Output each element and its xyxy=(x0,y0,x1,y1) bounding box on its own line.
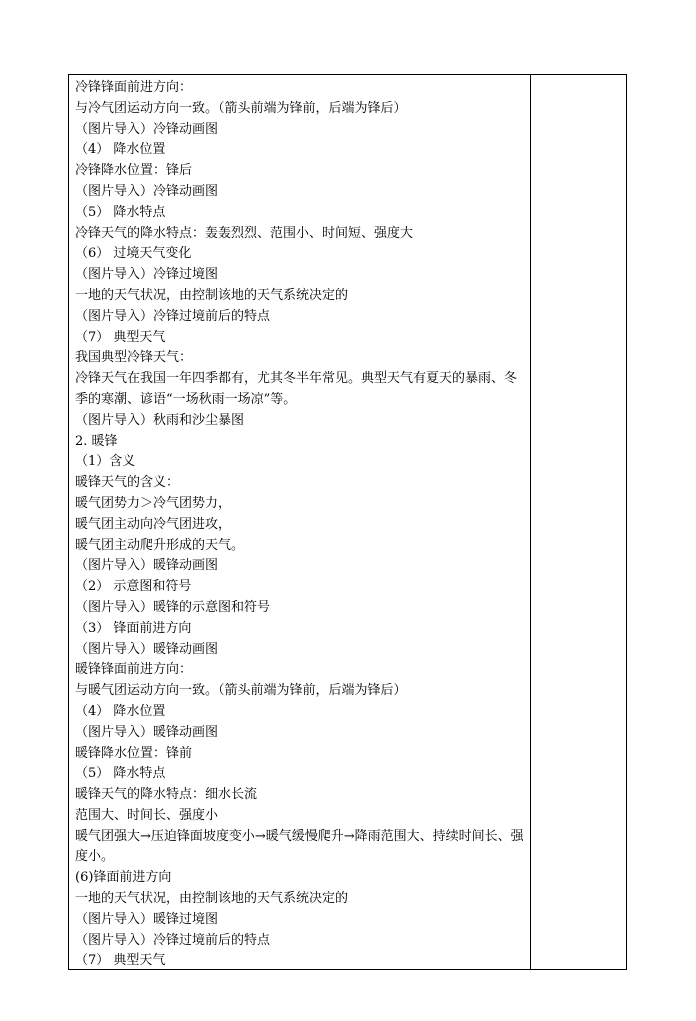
text-line: （5） 降水特点 xyxy=(75,204,166,220)
lesson-content-cell xyxy=(75,78,527,972)
text-line: （图片导入）冷锋过境前后的特点 xyxy=(75,932,271,948)
text-line: （图片导入）冷锋过境图 xyxy=(75,267,219,283)
text-line: （图片导入）暖锋动画图 xyxy=(75,724,219,740)
text-line: (6)锋面前进方向 xyxy=(75,870,172,886)
text-line: 暖锋降水位置：锋前 xyxy=(75,745,193,761)
text-line: （3） 锋面前进方向 xyxy=(75,620,192,636)
text-line: （6） 过境天气变化 xyxy=(75,246,192,262)
text-line: 一地的天气状况，由控制该地的天气系统决定的 xyxy=(75,287,349,303)
text-line: （4） 降水位置 xyxy=(75,142,166,158)
text-line: 我国典型冷锋天气： xyxy=(75,350,193,366)
text-line: 暖气团主动爬升形成的天气。 xyxy=(75,537,245,553)
text-line: （图片导入）冷锋过境前后的特点 xyxy=(75,308,271,324)
text-line: 冷锋天气的降水特点：轰轰烈烈、范围小、时间短、强度大 xyxy=(75,225,414,241)
text-line: 暖锋锋面前进方向： xyxy=(75,662,193,678)
text-line: （图片导入）暖锋动画图 xyxy=(75,558,219,574)
text-line: （7） 典型天气 xyxy=(75,329,166,345)
text-line: （7） 典型天气 xyxy=(75,953,166,969)
text-line: 冷锋锋面前进方向： xyxy=(75,80,193,95)
text-line: 与冷气团运动方向一致。（箭头前端为锋前，后端为锋后） xyxy=(75,100,407,116)
text-line: 暖气团势力＞冷气团势力， xyxy=(75,495,232,511)
text-paragraph: 冷锋天气在我国一年四季都有，尤其冬半年常见。典型天气有夏天的暴雨、冬季的寒潮、谚语“一场秋雨一场凉”等。 xyxy=(75,371,518,407)
text-line: （2） 示意图和符号 xyxy=(75,579,192,595)
text-line: （图片导入）冷锋动画图 xyxy=(75,121,219,137)
text-line: 暖气团主动向冷气团进攻， xyxy=(75,516,232,532)
text-line: （1）含义 xyxy=(75,454,136,470)
text-line: （图片导入）秋雨和沙尘暴图 xyxy=(75,412,245,428)
text-line: （图片导入）暖锋动画图 xyxy=(75,641,219,657)
text-line: 一地的天气状况，由控制该地的天气系统决定的 xyxy=(75,891,349,907)
text-line: （5） 降水特点 xyxy=(75,766,166,782)
text-line: 暖锋天气的降水特点：细水长流 xyxy=(75,787,258,803)
section-heading: 2. 暖锋 xyxy=(75,433,118,449)
text-line: （图片导入）暖锋的示意图和符号 xyxy=(75,599,271,615)
text-line: （4） 降水位置 xyxy=(75,703,166,719)
text-line: 范围大、时间长、强度小 xyxy=(75,807,219,823)
text-line: （图片导入）暖锋过境图 xyxy=(75,911,219,927)
text-line: （图片导入）冷锋动画图 xyxy=(75,183,219,199)
lesson-table xyxy=(68,74,627,970)
text-line: 冷锋降水位置：锋后 xyxy=(75,163,193,179)
text-line: 暖锋天气的含义： xyxy=(75,475,180,491)
text-line: 与暖气团运动方向一致。（箭头前端为锋前，后端为锋后） xyxy=(75,683,407,699)
text-paragraph: 暖气团强大→压迫锋面坡度变小→暖气缓慢爬升→降雨范围大、持续时间长、强度小。 xyxy=(75,828,524,865)
notes-cell xyxy=(531,75,626,969)
